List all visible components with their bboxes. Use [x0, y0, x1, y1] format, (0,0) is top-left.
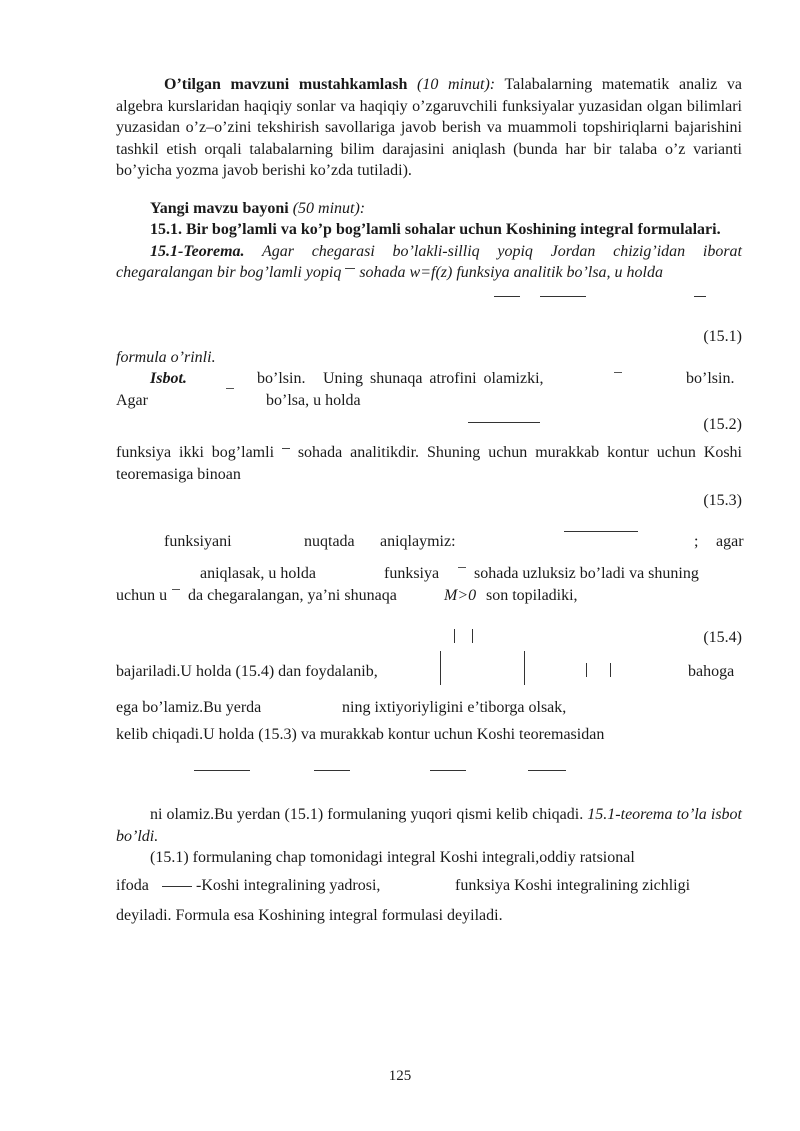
cont-text-c: sohada uzluksiz bo’ladi va shuning — [474, 565, 699, 582]
duration-10: (10 minut): — [417, 76, 496, 93]
formula-bars-2 — [116, 762, 742, 802]
abs-bar — [610, 663, 611, 677]
duration-50: (50 minut): — [292, 199, 366, 217]
bound-text-c: M>0 — [444, 587, 477, 604]
kernel-text: -Koshi integralining yadrosi, — [196, 876, 381, 894]
proof-text-4: Agar — [116, 392, 148, 409]
fraction-bar — [494, 296, 520, 297]
theorem-paragraph — [116, 241, 742, 284]
bound-text-a: uchun u — [116, 587, 168, 604]
heading-reinforcement: O’tilgan mavzuni mustahkamlash — [164, 76, 408, 93]
density-text: funksiya Koshi integralining zichligi — [455, 876, 691, 894]
overline-mark — [282, 448, 290, 449]
def-text-e: agar — [716, 533, 744, 550]
kernel-line — [116, 875, 742, 897]
fraction-bar — [162, 886, 192, 887]
abs-bar — [586, 663, 587, 677]
ifoda-text: ifoda — [116, 876, 149, 894]
def-text-c: aniqlaymiz: — [380, 533, 456, 550]
ega-text-a: ega bo’lamiz.Bu yerda — [116, 699, 262, 716]
proof-line-1 — [116, 368, 742, 390]
fraction-bar — [694, 296, 706, 297]
reinforcement-text: Talabalarning matematik analiz va algebra kurslaridan haqiqiy sonlar va haqiqiy o’zgaruvchili funksiyalar yuzasidan olgan bilimlari yuzasidan o’z–o’zini tekshirish savollariga javob berish va muammoli topshiriqlarni bajarishini tashkil etish orqali talabalarning bilim darajasini aniqlash (bunda har bir talaba o’z varianti bo’yicha yozma javob berishi ko’zda tutiladi). — [116, 76, 742, 179]
def-text-a: funksiyani — [164, 533, 232, 550]
definition-line — [116, 531, 742, 553]
fraction-bar — [430, 770, 466, 771]
abs-bar — [524, 651, 525, 685]
formula-valid: formula o’rinli. — [116, 348, 216, 366]
fraction-bar — [564, 531, 638, 532]
heading-new-topic: Yangi mavzu bayoni — [150, 199, 289, 217]
function-text-b: sohada analitikdir. Shuning uchun murakkab kontur uchun Koshi teoremasiga binoan — [116, 444, 742, 483]
conclusion-paragraph — [116, 804, 742, 847]
fraction-bar — [528, 770, 566, 771]
ega-text-b: ning ixtiyoriyligini e’tiborga olsak, — [342, 699, 567, 716]
overline-mark — [226, 388, 234, 389]
proof-text-5: bo’lsa, u holda — [266, 392, 361, 409]
conclusion-text: ni olamiz.Bu yerdan (15.1) formulaning yuqori qismi kelib chiqadi. — [150, 806, 588, 823]
overline-mark — [172, 589, 180, 590]
formula-bars-1 — [116, 284, 742, 314]
baj-text-b: bahoga — [688, 663, 735, 680]
theorem-text: Agar chegarasi bo’lakli-silliq yopiq Jordan chizig’idan iborat chegaralangan bir bog’lamli yopiq — [116, 242, 742, 281]
estimate-line — [116, 657, 742, 685]
equation-15-4 — [116, 627, 742, 648]
bound-text-d: son topiladiki, — [486, 587, 578, 604]
overline-mark — [614, 372, 622, 373]
paragraph-new-topic — [116, 198, 742, 220]
proof-label: Isbot. — [150, 370, 187, 387]
definition-paragraph-2: deyiladi. Formula esa Koshining integral formulasi deyiladi. — [116, 906, 503, 924]
fraction-bar — [194, 770, 250, 771]
continuity-line — [116, 563, 742, 585]
equation-number: (15.1) — [703, 327, 742, 345]
equation-15-2 — [116, 414, 742, 437]
fraction-bar — [540, 296, 586, 297]
page-number: 125 — [388, 1068, 412, 1084]
fraction-bar — [468, 422, 540, 423]
equation-number: (15.3) — [703, 492, 742, 509]
proof-text-2: Uning shunaqa atrofini olamizki, — [323, 370, 544, 387]
equation-15-3 — [116, 490, 742, 511]
theorem-label: 15.1-Teorema. — [150, 242, 245, 260]
proof-text-3: bo’lsin. — [686, 370, 735, 387]
spacer — [116, 182, 742, 198]
def-text-b: nuqtada — [304, 533, 355, 550]
abs-bar — [472, 629, 473, 643]
section-title: 15.1. Bir bog’lamli va ko’p bog’lamli sohalar uchun Koshining integral formulalari. — [150, 221, 721, 238]
bound-text-b: da chegaralangan, ya’ni shunaqa — [188, 587, 397, 604]
overline-mark — [345, 268, 355, 269]
fraction-bar — [314, 770, 350, 771]
proof-line-2 — [116, 390, 742, 412]
theorem-text-2: sohada w=f(z) funksiya analitik bo’lsa, u holda — [355, 264, 663, 281]
arbitrary-line — [116, 697, 742, 719]
def-text-d: ; — [694, 533, 699, 550]
page-content — [116, 74, 742, 926]
equation-number: (15.2) — [703, 416, 742, 433]
cont-text-b: funksiya — [384, 565, 440, 582]
bounded-line — [116, 585, 742, 607]
abs-bar — [454, 629, 455, 643]
kelib-text: kelib chiqadi.U holda (15.3) va murakkab kontur uchun Koshi teoremasidan — [116, 726, 605, 743]
overline-mark — [458, 567, 466, 568]
baj-text-a: bajariladi.U holda (15.4) dan foydalanib, — [116, 663, 378, 680]
paragraph-reinforcement — [116, 74, 742, 182]
cont-text-a: aniqlasak, u holda — [200, 565, 316, 582]
follows-line — [116, 724, 742, 746]
paragraph-function — [116, 442, 742, 485]
proof-text-1: bo’lsin. — [257, 370, 306, 387]
definition-paragraph-1: (15.1) formulaning chap tomonidagi integral Koshi integrali,oddiy ratsional — [150, 849, 635, 866]
abs-bar — [440, 651, 441, 685]
function-text-a: funksiya ikki bog’lamli — [116, 444, 282, 461]
equation-15-1 — [116, 326, 742, 347]
proof-complete: 15.1-teorema to’la isbot bo’ldi. — [116, 806, 743, 845]
equation-number: (15.4) — [703, 629, 742, 646]
